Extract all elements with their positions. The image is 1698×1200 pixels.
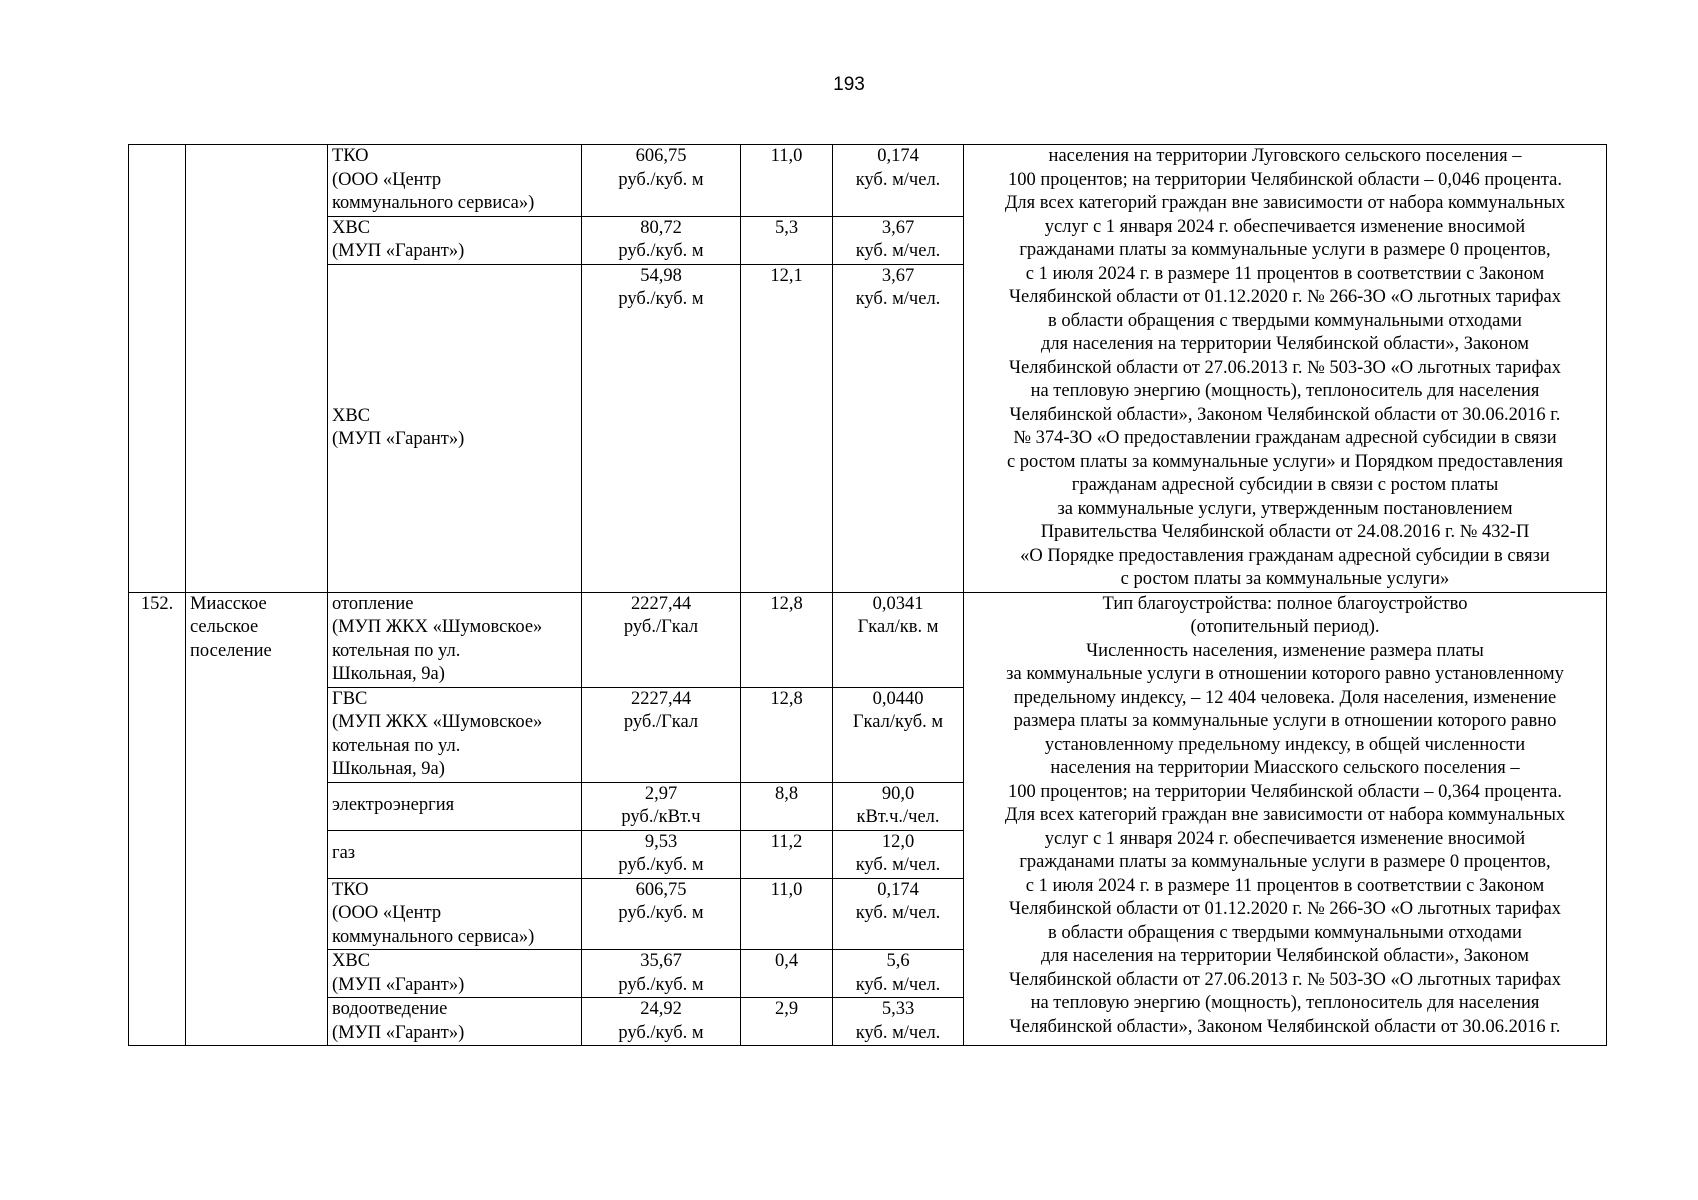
- service-cell: электроэнергия: [328, 782, 582, 830]
- norm-cell: 12,0 куб. м/чел.: [833, 830, 964, 878]
- norm-cell: 0,0341 Гкал/кв. м: [833, 592, 964, 687]
- norm-cell: 5,33 куб. м/чел.: [833, 998, 964, 1046]
- tariff-cell: 35,67 руб./куб. м: [582, 950, 741, 998]
- service-cell: ТКО (ООО «Центр коммунального сервиса»): [328, 145, 582, 217]
- tariff-cell: 54,98 руб./куб. м: [582, 264, 741, 592]
- tariff-table: [128, 144, 1607, 1046]
- note-cell: Тип благоустройства: полное благоустройство (отопительный период). Численность населения, изменение размера платы за коммунальные услуги в отношении которого равно установленному предельному индексу, – 12 404 человека. Доля населения, изменение размера платы за коммунальные услуги в отношении которого равно установленному предельному индексу, в общей численности населения на территории Миасского сельского поселения – 100 процентов; на территории Челябинской области – 0,364 процента. Для всех категорий граждан вне зависимости от набора коммунальных услуг с 1 января 2024 г. обеспечивается изменение вносимой гражданами платы за коммунальные услуги в размере 0 процентов, с 1 июля 2024 г. в размере 11 процентов в соответствии с Законом Челябинской области от 01.12.2020 г. № 266-ЗО «О льготных тарифах в области обращения с твердыми коммунальными отходами для населения на территории Челябинской области», Законом Челябинской области от 27.06.2013 г. № 503-ЗО «О льготных тарифах на тепловую энергию (мощность), теплоноситель для населения Челябинской области», Законом Челябинской области от 30.06.2016 г.: [964, 592, 1607, 1046]
- service-cell: газ: [328, 830, 582, 878]
- tariff-cell: 2227,44 руб./Гкал: [582, 592, 741, 687]
- service-cell: ГВС (МУП ЖКХ «Шумовское» котельная по ул. Школьная, 9а): [328, 687, 582, 782]
- tariff-cell: 2227,44 руб./Гкал: [582, 687, 741, 782]
- service-cell: водоотведение (МУП «Гарант»): [328, 998, 582, 1046]
- tariff-cell: 606,75 руб./куб. м: [582, 878, 741, 950]
- note-cell: населения на территории Луговского сельского поселения – 100 процентов; на территории Челябинской области – 0,046 процента. Для всех категорий граждан вне зависимости от набора коммунальных услуг с 1 января 2024 г. обеспечивается изменение вносимой гражданами платы за коммунальные услуги в размере 0 процентов, с 1 июля 2024 г. в размере 11 процентов в соответствии с Законом Челябинской области от 01.12.2020 г. № 266-ЗО «О льготных тарифах в области обращения с твердыми коммунальными отходами для населения на территории Челябинской области», Законом Челябинской области от 27.06.2013 г. № 503-ЗО «О льготных тарифах на тепловую энергию (мощность), теплоноситель для населения Челябинской области», Законом Челябинской области от 30.06.2016 г. № 374-ЗО «О предоставлении гражданам адресной субсидии в связи с ростом платы за коммунальные услуги» и Порядком предоставления гражданам адресной субсидии в связи с ростом платы за коммунальные услуги, утвержденным постановлением Правительства Челябинской области от 24.08.2016 г. № 432-П «О Порядке предоставления гражданам адресной субсидии в связи с ростом платы за коммунальные услуги»: [964, 145, 1607, 593]
- percent-cell: 8,8: [741, 782, 833, 830]
- percent-cell: 11,0: [741, 145, 833, 217]
- norm-cell: 0,174 куб. м/чел.: [833, 878, 964, 950]
- norm-cell: 90,0 кВт.ч./чел.: [833, 782, 964, 830]
- service-cell: отопление (МУП ЖКХ «Шумовское» котельная по ул. Школьная, 9а): [328, 592, 582, 687]
- service-cell: ХВС (МУП «Гарант»): [328, 950, 582, 998]
- norm-cell: 5,6 куб. м/чел.: [833, 950, 964, 998]
- table-row: [129, 592, 1607, 687]
- service-cell: ХВС (МУП «Гарант»): [328, 216, 582, 264]
- settlement-name-cell: [186, 145, 328, 593]
- percent-cell: 12,8: [741, 687, 833, 782]
- percent-cell: 12,8: [741, 592, 833, 687]
- norm-cell: 3,67 куб. м/чел.: [833, 216, 964, 264]
- percent-cell: 12,1: [741, 264, 833, 592]
- percent-cell: 2,9: [741, 998, 833, 1046]
- tariff-cell: 24,92 руб./куб. м: [582, 998, 741, 1046]
- tariff-cell: 606,75 руб./куб. м: [582, 145, 741, 217]
- service-cell: ХВС (МУП «Гарант»): [328, 264, 582, 592]
- service-cell: ТКО (ООО «Центр коммунального сервиса»): [328, 878, 582, 950]
- table-row: [129, 145, 1607, 217]
- percent-cell: 11,0: [741, 878, 833, 950]
- row-number-cell: [129, 145, 186, 593]
- tariff-cell: 9,53 руб./куб. м: [582, 830, 741, 878]
- percent-cell: 11,2: [741, 830, 833, 878]
- percent-cell: 0,4: [741, 950, 833, 998]
- row-number-cell: 152.: [129, 592, 186, 1046]
- norm-cell: 0,0440 Гкал/куб. м: [833, 687, 964, 782]
- page-number: 193: [833, 74, 865, 95]
- settlement-name-cell: Миасское сельское поселение: [186, 592, 328, 1046]
- norm-cell: 3,67 куб. м/чел.: [833, 264, 964, 592]
- tariff-cell: 2,97 руб./кВт.ч: [582, 782, 741, 830]
- percent-cell: 5,3: [741, 216, 833, 264]
- tariff-cell: 80,72 руб./куб. м: [582, 216, 741, 264]
- norm-cell: 0,174 куб. м/чел.: [833, 145, 964, 217]
